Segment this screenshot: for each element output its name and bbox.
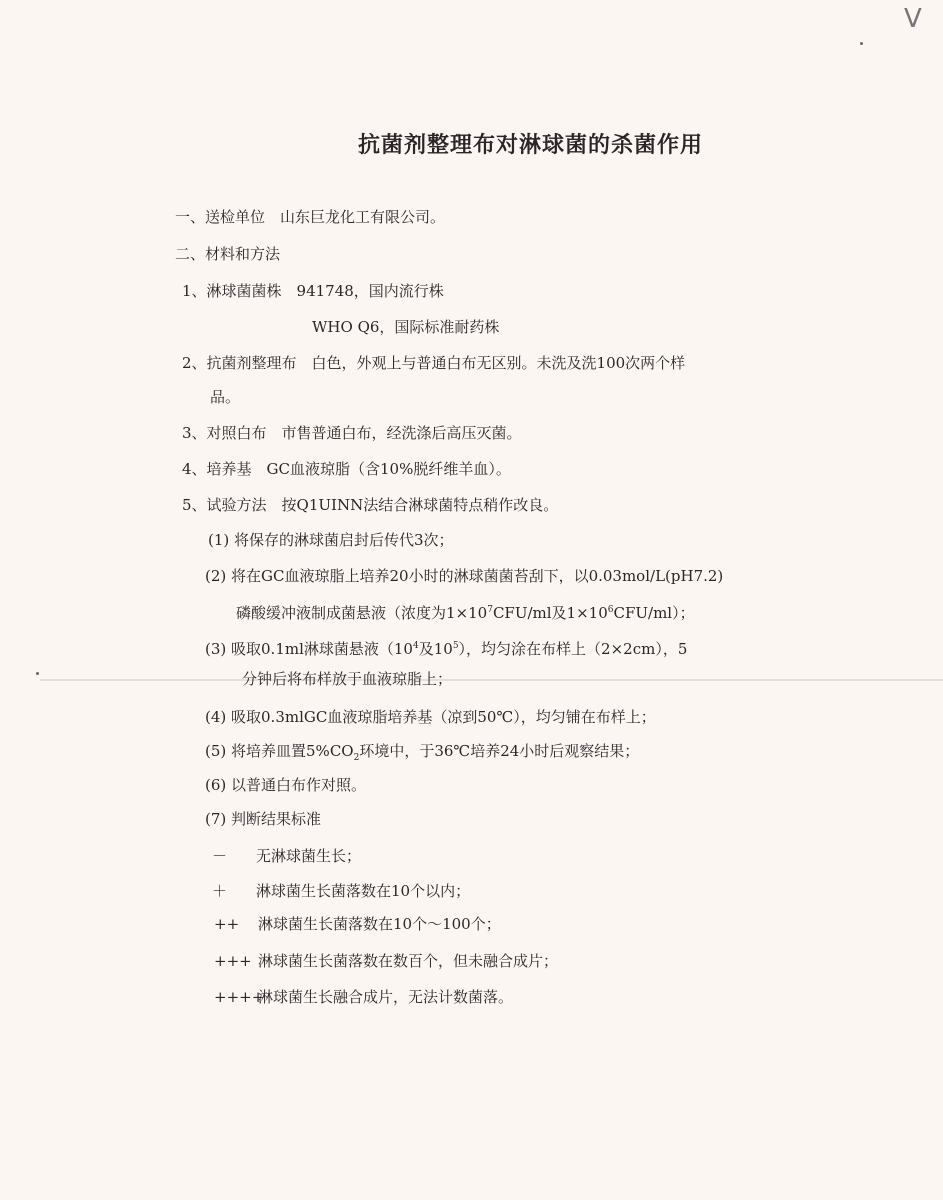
criterion-symbol: +++ [214,952,252,970]
criterion-symbol: ++++ [214,988,265,1006]
section-materials-methods: 二、材料和方法 [175,245,281,263]
criterion-row [214,950,558,972]
item-control-fabric: 3、对照白布 市售普通白布，经洗涤后高压灭菌。 [182,424,522,442]
step-4: (4) 吸取0.3mlGC血液琼脂培养基（凉到50℃），均匀铺在布样上； [205,708,656,726]
step-2-cont: 磷酸缓冲液制成菌悬液（浓度为$1\times 10^7CFU/ml$及$1\times 10^6CFU/ml$）； [236,604,695,622]
scan-speck [860,42,863,45]
criterion-text: 淋球菌生长菌落数在10个以内； [256,882,471,900]
item-strains: 1、淋球菌菌株 941748，国内流行株 [182,282,444,300]
paper-fold-line [40,679,943,681]
step-5: (5) 将培养皿置$5\%CO_2$环境中，于36℃培养24小时后观察结果； [205,742,640,763]
criterion-text: 无淋球菌生长； [256,847,362,865]
criterion-symbol: － [212,847,228,865]
scan-speck [36,672,39,675]
item-antibacterial-fabric: 2、抗菌剂整理布 白色，外观上与普通白布无区别。未洗及洗100次两个样 [182,354,686,372]
criterion-row [212,880,470,902]
criterion-text: 淋球菌生长菌落数在数百个，但未融合成片； [258,952,559,970]
item-medium: 4、培养基 GC血液琼脂（含10%脱纤维羊血）。 [182,460,511,478]
step-3-cont: 分钟后将布样放于血液琼脂上； [242,670,453,688]
criterion-text: 淋球菌生长菌落数在10个～100个； [258,915,501,933]
item-test-method: 5、试验方法 按Q1UINN法结合淋球菌特点稍作改良。 [182,496,559,514]
item-antibacterial-fabric-cont: 品。 [210,388,241,406]
section-submitter: 一、送检单位 山东巨龙化工有限公司。 [175,208,446,226]
item-strains-cont: WHO Q6，国际标准耐药株 [312,318,500,336]
step-7: (7) 判断结果标准 [205,810,322,828]
step-3: (3) 吸取0.1ml淋球菌悬液（$10^4$及$10^5$），均匀涂在布样上（2×2cm），5 [205,640,688,658]
criterion-symbol: ++ [214,915,240,933]
criterion-text: 淋球菌生长融合成片，无法计数菌落。 [258,988,514,1006]
document-title: 抗菌剂整理布对淋球菌的杀菌作用 [358,133,704,158]
criterion-row [214,913,501,935]
criterion-symbol: ＋ [212,882,228,900]
step-6: (6) 以普通白布作对照。 [205,776,367,794]
criterion-row [214,986,513,1008]
step-2: (2) 将在GC血液琼脂上培养20小时的淋球菌菌苔刮下，以0.03mol/L(pH7.2) [205,567,724,585]
step-1: (1) 将保存的淋球菌启封后传代3次； [208,531,454,549]
criterion-row [212,845,361,867]
check-mark: V [904,4,922,34]
